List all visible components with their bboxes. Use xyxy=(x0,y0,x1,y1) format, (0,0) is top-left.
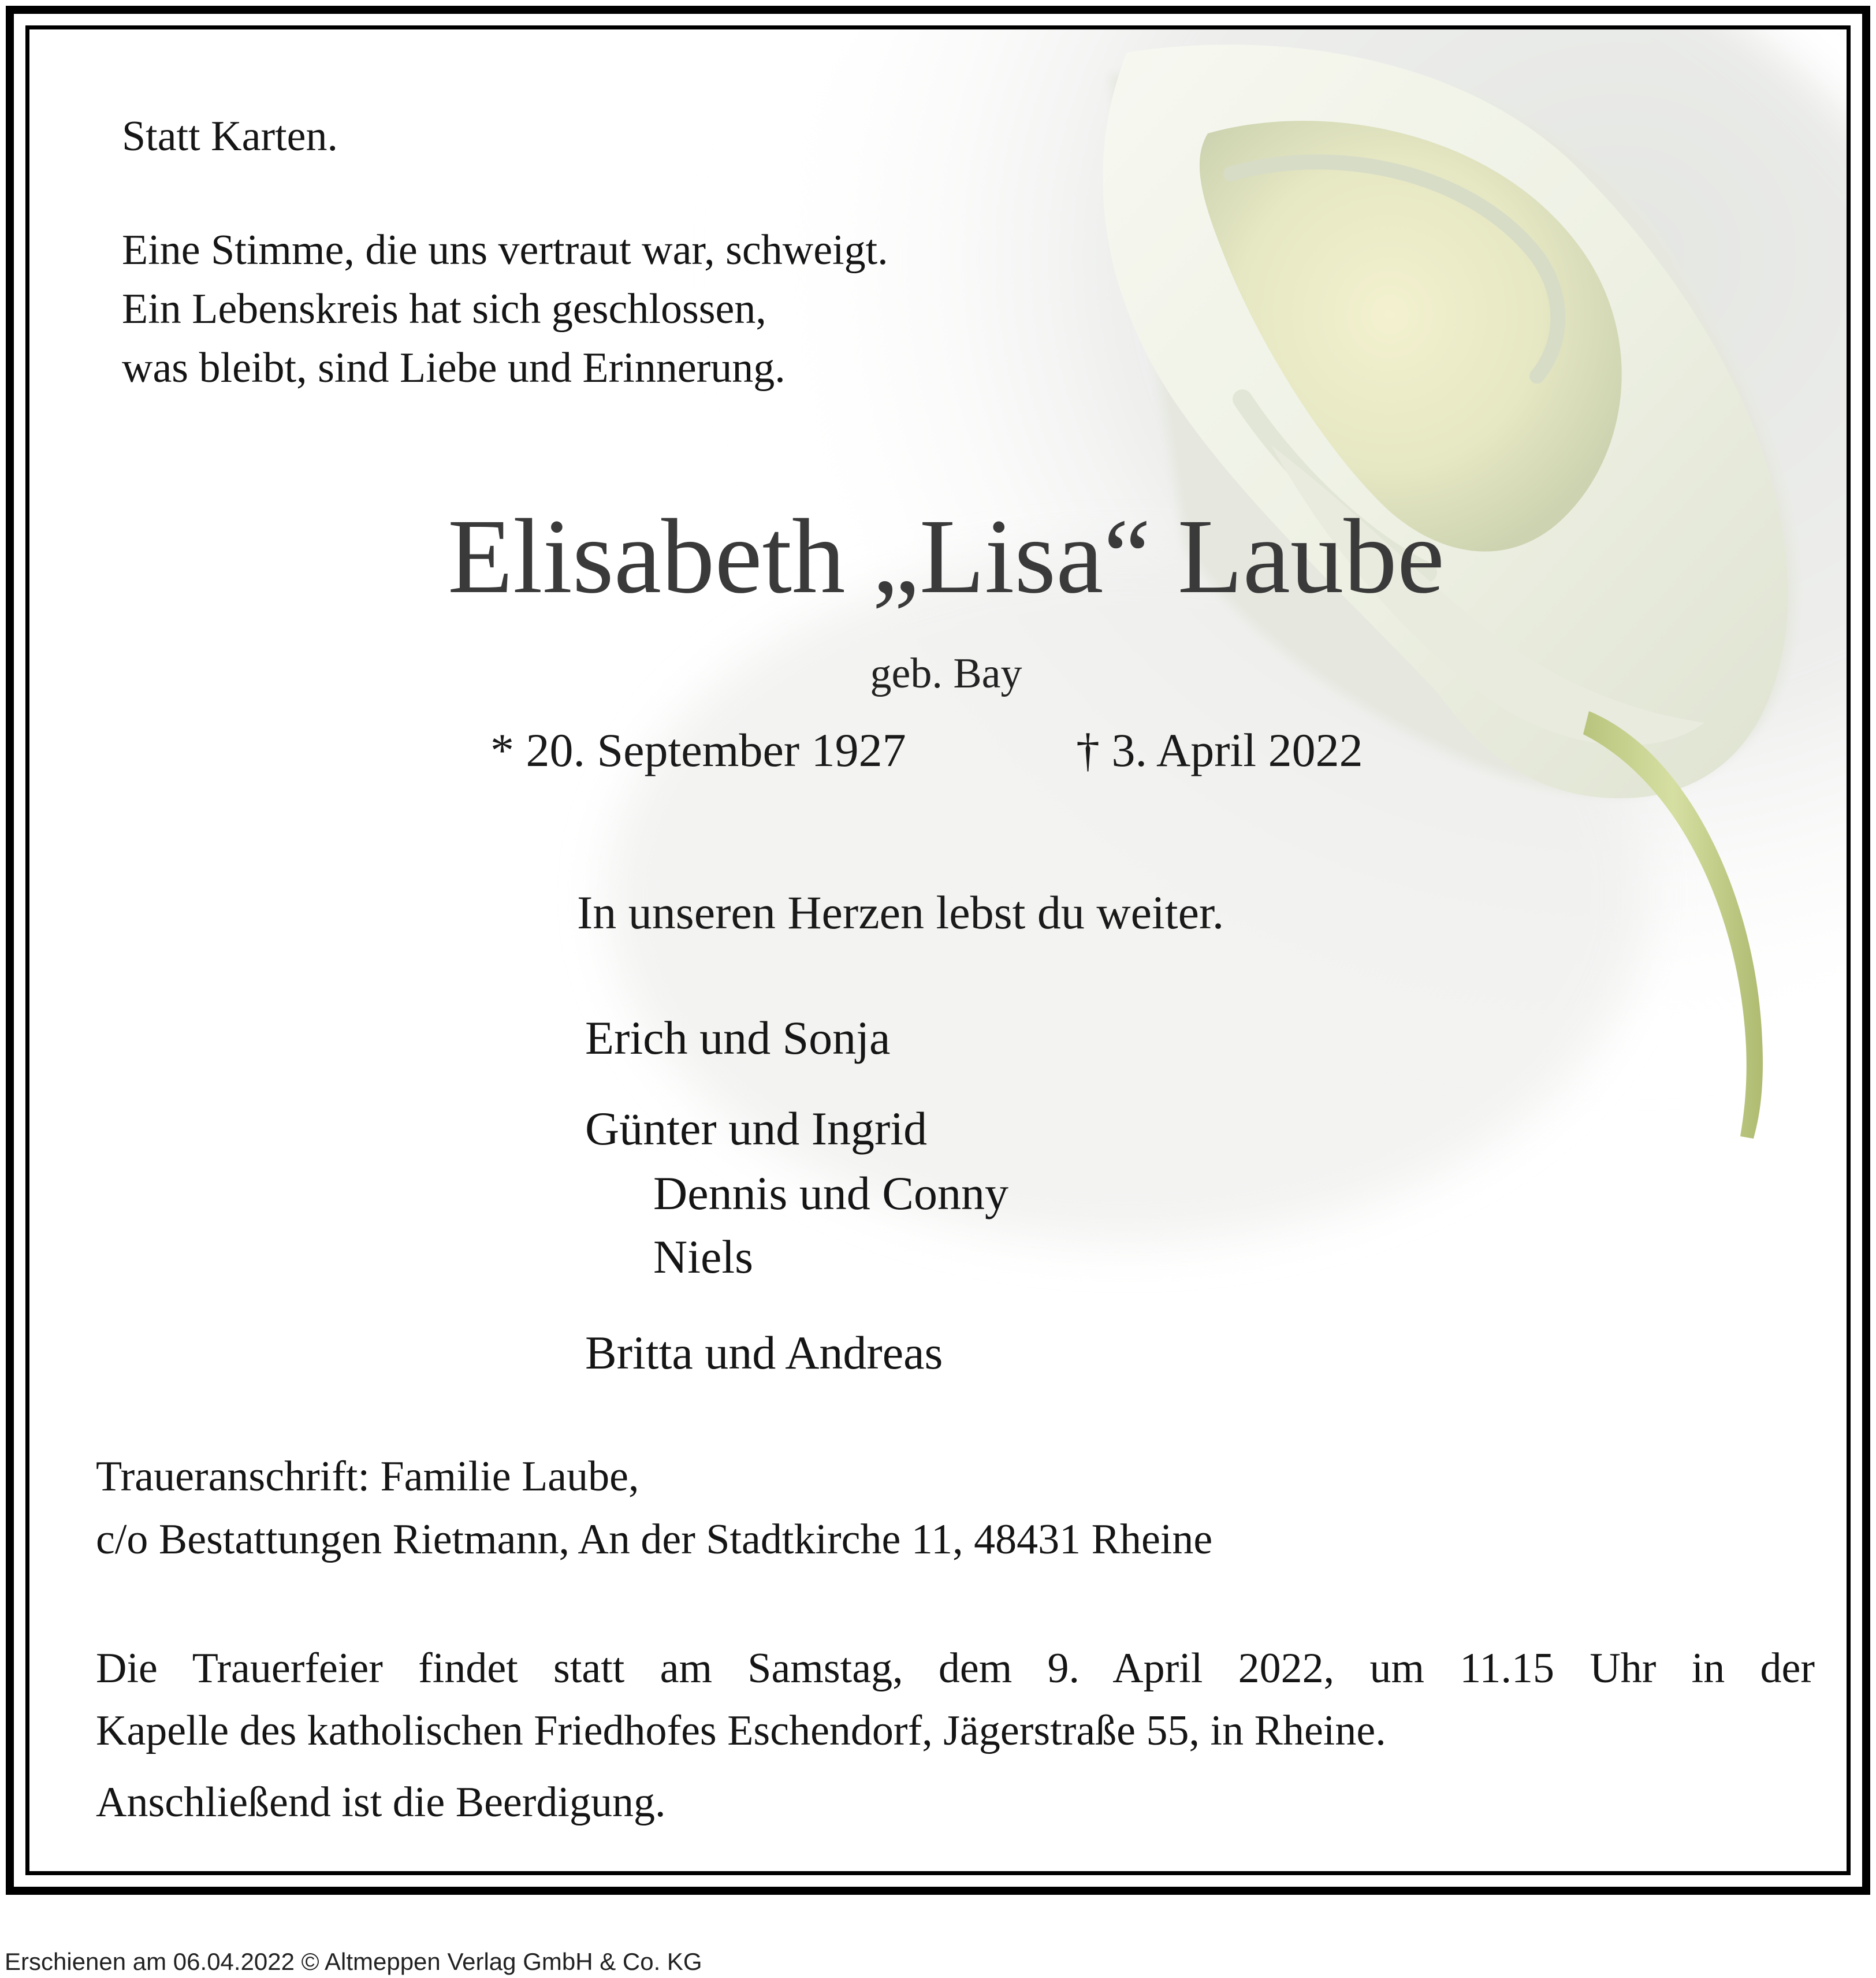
poem-line-3: was bleibt, sind Liebe und Erinnerung. xyxy=(122,344,786,392)
obituary-card xyxy=(25,25,1851,1875)
mourner-1: Erich und Sonja xyxy=(585,1012,891,1064)
address-line-1: Traueranschrift: Familie Laube, xyxy=(96,1453,639,1500)
deceased-name: Elisabeth „Lisa“ Laube xyxy=(448,497,1445,616)
poem-line-1: Eine Stimme, die uns vertraut war, schweigt. xyxy=(122,226,888,274)
ceremony-line-2: Kapelle des katholischen Friedhofes Eschendorf, Jägerstraße 55, in Rheine. xyxy=(96,1707,1386,1754)
mourner-3: Dennis und Conny xyxy=(653,1167,1008,1219)
birth-date: * 20. September 1927 xyxy=(490,724,906,776)
intro-text: Statt Karten. xyxy=(122,113,338,160)
ceremony-line-1: Die Trauerfeier findet statt am Samstag, dem 9. April 2022, um 11.15 Uhr in der xyxy=(96,1645,1815,1692)
mourner-4: Niels xyxy=(653,1230,754,1283)
obituary-outer-border xyxy=(6,6,1870,1895)
motto-text: In unseren Herzen lebst du weiter. xyxy=(577,886,1224,939)
death-date: † 3. April 2022 xyxy=(1076,724,1363,776)
address-line-2: c/o Bestattungen Rietmann, An der Stadtkirche 11, 48431 Rheine xyxy=(96,1516,1213,1563)
publication-footer: Erschienen am 06.04.2022 © Altmeppen Verlag GmbH & Co. KG xyxy=(5,1948,702,1975)
mourner-2: Günter und Ingrid xyxy=(585,1102,928,1155)
poem-line-2: Ein Lebenskreis hat sich geschlossen, xyxy=(122,285,766,333)
mourner-5: Britta und Andreas xyxy=(585,1326,943,1379)
burial-text: Anschließend ist die Beerdigung. xyxy=(96,1779,666,1826)
maiden-name: geb. Bay xyxy=(870,650,1022,697)
